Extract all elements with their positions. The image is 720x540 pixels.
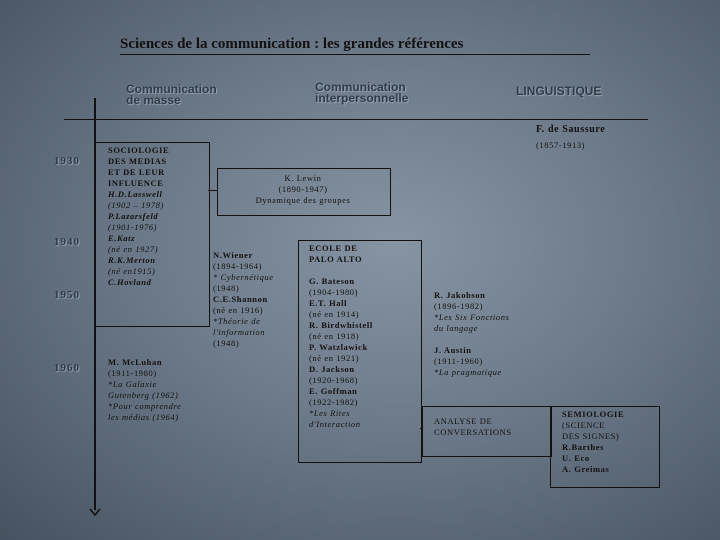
paloalto-line: (né en 1921) (309, 353, 360, 363)
year-label-1930: 1930 (54, 155, 80, 167)
header-rule (64, 119, 648, 120)
year-label-1960: 1960 (54, 362, 80, 374)
paloalto-line: (1904-1980) (309, 287, 359, 297)
conversations-line-2: CONVERSATIONS (434, 427, 512, 437)
semiologie-line: R.Barthes (562, 442, 604, 452)
jakobson-line: (1911-1960) (434, 356, 483, 366)
sociologie-line: SOCIOLOGIE (108, 145, 170, 155)
paloalto-line: E.T. Hall (309, 298, 348, 308)
mcluhan-line: *Pour comprendre (108, 401, 182, 411)
sociologie-line: R.K.Merton (108, 255, 156, 265)
jakobson-line (434, 334, 510, 345)
mcluhan-line: M. McLuhan (108, 357, 163, 367)
saussure-dates: (1857-1913) (536, 140, 586, 150)
mcluhan-line: (1911-1980) (108, 368, 157, 378)
wiener-line: l'information (213, 327, 266, 337)
paloalto-line: (né en 1918) (309, 331, 360, 341)
year-label-1940: 1940 (54, 236, 80, 248)
jakobson-line: du langage (434, 323, 479, 333)
mcluhan-line: les médias (1964) (108, 412, 179, 422)
sociologie-line: (né en 1927) (108, 244, 159, 254)
connector-paloalto-conversations (420, 428, 422, 429)
title-underline (120, 54, 590, 55)
connector-sociologie-lewin (208, 190, 217, 191)
semiologie-text (562, 409, 624, 475)
paloalto-line: P. Watzlawick (309, 342, 368, 352)
paloalto-line: R. Birdwhistell (309, 320, 373, 330)
column-head-masse (126, 84, 217, 106)
sociologie-line: H.D.Lasswell (108, 189, 163, 199)
wiener-line: (1894-1964) (213, 261, 263, 271)
wiener-line: C.E.Shannon (213, 294, 268, 304)
paloalto-line: PALO ALTO (309, 254, 363, 264)
year-label-1950: 1950 (54, 289, 80, 301)
sociologie-line: INFLUENCE (108, 178, 164, 188)
sociologie-line: C.Hovland (108, 277, 152, 287)
sociologie-line: DES MEDIAS (108, 156, 167, 166)
paloalto-line: D. Jackson (309, 364, 355, 374)
lewin-text (217, 173, 389, 206)
jakobson-line: *Les Six Fonctions (434, 312, 510, 322)
semiologie-line: DES SIGNES) (562, 431, 620, 441)
lewin-dates: (1890-1947) (278, 184, 328, 194)
column-head-inter-line-2: interpersonnelle (315, 91, 409, 105)
paloalto-line: (1920-1968) (309, 375, 359, 385)
slide-title: Sciences de la communication : les grandes références (120, 36, 464, 52)
lewin-name: K. Lewin (284, 173, 322, 183)
paloalto-line: ECOLE DE (309, 243, 358, 253)
sociologie-line: (1901-1976) (108, 222, 158, 232)
sociologie-line: ET DE LEUR (108, 167, 165, 177)
conversations-text (434, 416, 512, 438)
semiologie-line: A. Greimas (562, 464, 610, 474)
wiener-line: *Théorie de (213, 316, 261, 326)
arrow-down-icon (89, 505, 101, 517)
jakobson-line: R. Jakobson (434, 290, 486, 300)
column-head-linguistique: LINGUISTIQUE (516, 84, 602, 98)
wiener-line: (né en 1916) (213, 305, 264, 315)
paloalto-line: E. Goffman (309, 386, 358, 396)
sociologie-line: (né en1915) (108, 266, 156, 276)
column-head-masse-line-1: Communication (126, 82, 217, 96)
wiener-shannon-text (213, 250, 274, 349)
paloalto-line: G. Bateson (309, 276, 355, 286)
semiologie-line: (SCIENCE (562, 420, 606, 430)
wiener-line: * Cybernétique (213, 272, 274, 282)
sociologie-line: E.Katz (108, 233, 135, 243)
column-head-interpersonnelle (315, 82, 408, 104)
paloalto-line (309, 265, 373, 276)
palo-alto-text (309, 243, 373, 430)
jakobson-austin-text (434, 290, 510, 378)
jakobson-line: (1896-1982) (434, 301, 484, 311)
jakobson-line: *La pragmatique (434, 367, 502, 377)
saussure-name: F. de Saussure (536, 124, 606, 135)
mcluhan-line: *La Galaxie (108, 379, 157, 389)
paloalto-line: d'Interaction (309, 419, 361, 429)
mcluhan-line: Gutenberg (1962) (108, 390, 179, 400)
paloalto-line: *Les Rites (309, 408, 351, 418)
column-head-masse-line-2: de masse (126, 93, 181, 107)
sociologie-line: P.Lazarsfeld (108, 211, 159, 221)
mcluhan-text (108, 357, 181, 423)
semiologie-line: U. Eco (562, 453, 590, 463)
lewin-topic: Dynamique des groupes (255, 195, 351, 205)
wiener-line: N.Wiener (213, 250, 253, 260)
conversations-line-1: ANALYSE DE (434, 416, 493, 426)
paloalto-line: (né en 1914) (309, 309, 360, 319)
jakobson-line: J. Austin (434, 345, 472, 355)
wiener-line: (1948) (213, 283, 240, 293)
sociologie-line: (1902 – 1978) (108, 200, 164, 210)
wiener-line: (1948) (213, 338, 240, 348)
paloalto-line: (1922-1982) (309, 397, 359, 407)
column-head-inter-line-1: Communication (315, 80, 406, 94)
sociologie-text (108, 145, 169, 288)
semiologie-line: SEMIOLOGIE (562, 409, 625, 419)
